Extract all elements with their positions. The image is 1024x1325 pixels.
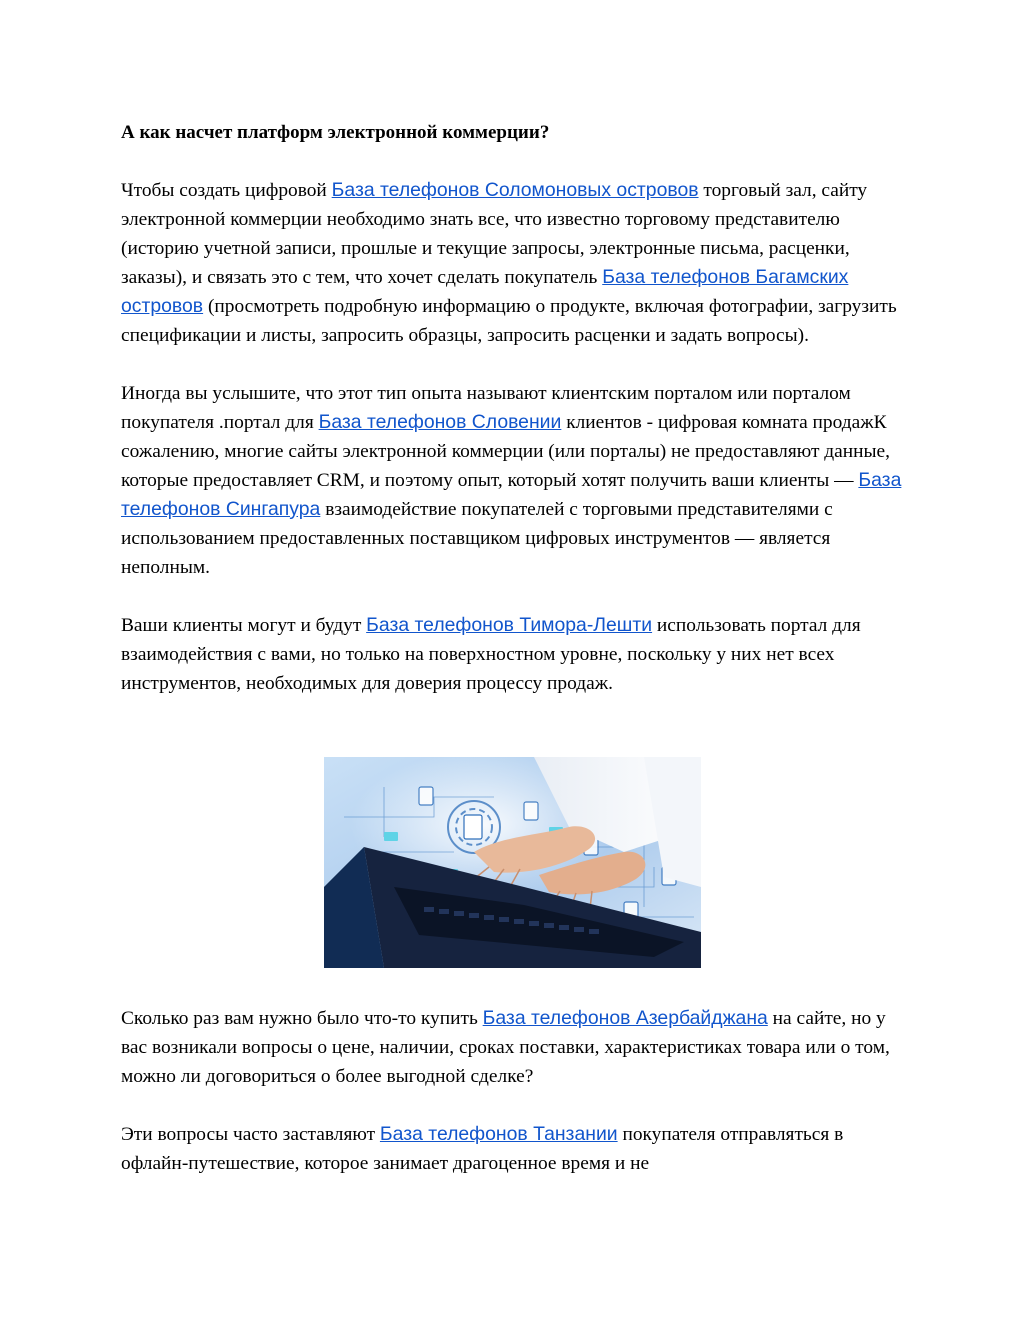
link-timor-leste[interactable]: База телефонов Тимора-Лешти	[366, 614, 653, 636]
link-solomon-islands[interactable]: База телефонов Соломоновых островов	[331, 179, 699, 201]
link-azerbaijan[interactable]: База телефонов Азербайджана	[482, 1007, 768, 1029]
link-tanzania[interactable]: База телефонов Танзании	[379, 1123, 618, 1145]
section-heading: А как насчет платформ электронной коммерции?	[121, 122, 550, 143]
article-image	[324, 757, 701, 968]
paragraph-5: Эти вопросы часто заставляют База телефонов Танзании покупателя отправляться в офлайн-путешествие, которое занимает драгоценное время и не	[121, 1123, 844, 1174]
paragraph-1: Чтобы создать цифровой База телефонов Соломоновых островов торговый зал, сайту электронной коммерции необходимо знать все, что известно торговому представителю (историю учетной записи, прошлые и текущие запросы, электронные письма, расценки, заказы), и связать это с тем, что хочет сделать покупатель База телефонов Багамских островов (просмотреть подробную информацию о продукте, включая фотографии, загрузить спецификации и листы, запросить образцы, запросить расценки и задать вопросы).	[121, 179, 897, 346]
document-page-continued	[121, 1004, 911, 1207]
laptop-typing-illustration	[324, 757, 701, 968]
link-bahamas[interactable]: База телефонов Багамских островов	[121, 266, 849, 317]
paragraph-4: Сколько раз вам нужно было что-то купить База телефонов Азербайджана на сайте, но у вас возникали вопросы о цене, наличии, сроках поставки, характеристиках товара или о том, можно ли договориться о более выгодной сделке?	[121, 1007, 890, 1087]
paragraph-3: Ваши клиенты могут и будут База телефонов Тимора-Лешти использовать портал для взаимодействия с вами, но только на поверхностном уровне, поскольку у них нет всех инструментов, необходимых для доверия процессу продаж.	[121, 614, 861, 694]
paragraph-2: Иногда вы услышите, что этот тип опыта называют клиентским порталом или порталом покупателя .портал для База телефонов Словении клиентов - цифровая комната продажК сожалению, многие сайты электронной коммерции (или порталы) не предоставляют данные, которые предоставляет CRM, и поэтому опыт, который хотят получить ваши клиенты — База телефонов Сингапура взаимодействие покупателей с торговыми представителями с использованием предоставленных поставщиком цифровых инструментов — является неполным.	[121, 383, 902, 578]
document-page	[121, 118, 911, 727]
link-singapore[interactable]: База телефонов Сингапура	[121, 469, 902, 520]
link-slovenia[interactable]: База телефонов Словении	[318, 411, 562, 433]
